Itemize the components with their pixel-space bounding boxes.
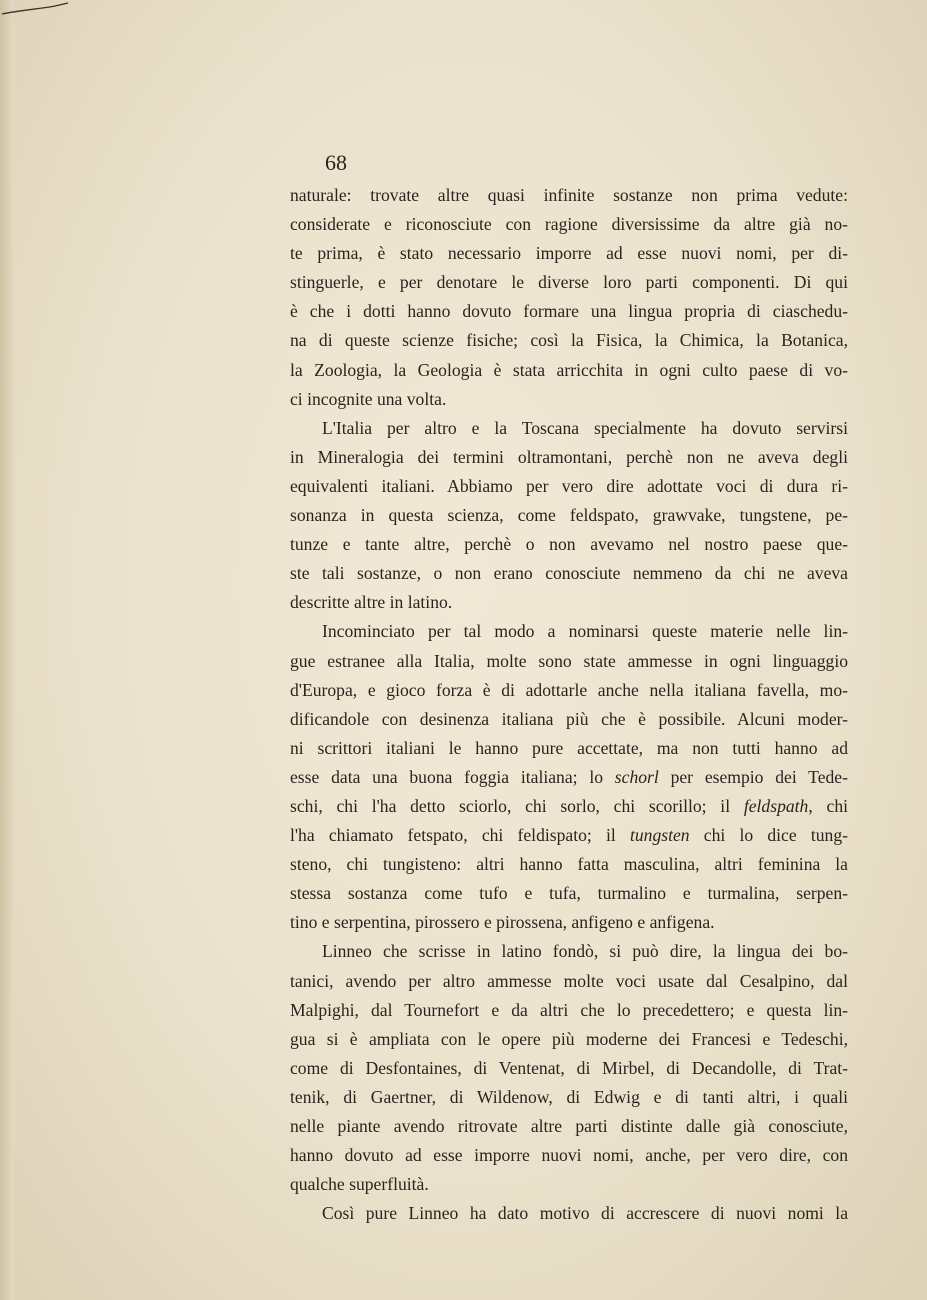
text-segment: la Zoologia, la Geologia è stata arricchita in ogni culto paese di vo- <box>290 359 848 380</box>
text-segment: qualche superfluità. <box>290 1174 429 1195</box>
page-number: 68 <box>325 150 347 175</box>
text-line <box>290 559 848 588</box>
text-segment: per esempio dei Tede- <box>658 766 848 787</box>
text-segment: d'Europa, e gioco forza è di adottarle anche nella italiana favella, mo- <box>290 679 848 700</box>
text-segment: descritte altre in latino. <box>290 592 453 613</box>
text-line <box>290 705 848 734</box>
text-segment: ci incognite una volta. <box>290 388 447 409</box>
text-line <box>290 530 848 559</box>
text-segment: naturale: trovate altre quasi infinite sostanze non prima vedute: <box>290 185 848 205</box>
text-segment: hanno dovuto ad esse imporre nuovi nomi, anche, per vero dire, con <box>290 1145 848 1166</box>
text-segment: steno, chi tungisteno: altri hanno fatta masculina, altri feminina la <box>290 854 848 875</box>
text-line <box>290 210 848 239</box>
text-line <box>290 1054 848 1083</box>
text-segment: gue estranee alla Italia, molte sono state ammesse in ogni linguaggio <box>290 650 848 671</box>
text-segment: è che i dotti hanno dovuto formare una lingua propria di ciaschedu- <box>290 301 848 322</box>
text-line <box>290 734 848 763</box>
text-segment: l'ha chiamato fetspato, chi feldispato; il <box>290 825 630 846</box>
italic-term: schorl <box>614 766 659 787</box>
text-segment: stessa sostanza come tufo e tufa, turmalino e turmalina, serpen- <box>290 883 848 904</box>
text-line <box>290 763 848 792</box>
text-line <box>290 1083 848 1112</box>
text-segment: tunze e tante altre, perchè o non avevamo nel nostro paese que- <box>290 534 848 555</box>
text-line <box>290 181 848 210</box>
text-segment: gua si è ampliata con le opere più moderne dei Francesi e Tedeschi, <box>290 1028 848 1049</box>
text-segment: come di Desfontaines, di Ventenat, di Mirbel, di Decandolle, di Trat- <box>290 1057 848 1078</box>
text-line <box>290 443 848 472</box>
text-line <box>290 268 848 297</box>
text-segment: considerate e riconosciute con ragione diversissime da altre già no- <box>290 214 848 235</box>
text-segment: sonanza in questa scienza, come feldspato, grawvake, tungstene, pe- <box>290 505 848 526</box>
italic-term: feldspath <box>743 795 809 816</box>
text-segment: , chi <box>808 795 848 816</box>
text-line <box>290 414 848 443</box>
text-line <box>290 239 848 268</box>
text-line <box>290 908 848 937</box>
text-line <box>290 356 848 385</box>
text-line <box>290 996 848 1025</box>
text-line <box>290 1199 848 1228</box>
text-line <box>290 792 848 821</box>
text-line <box>290 385 848 414</box>
text-line <box>290 821 848 850</box>
text-line <box>290 588 848 617</box>
corner-ink-mark <box>0 0 80 20</box>
text-segment: na di queste scienze fisiche; così la Fisica, la Chimica, la Botanica, <box>290 330 848 351</box>
text-segment: tenik, di Gaertner, di Wildenow, di Edwig e di tanti altri, i quali <box>290 1086 848 1107</box>
text-segment: Malpighi, dal Tournefort e da altri che lo precedettero; e questa lin- <box>290 999 848 1020</box>
text-line <box>290 937 848 966</box>
text-line <box>290 326 848 355</box>
text-segment: L'Italia per altro e la Toscana specialmente ha dovuto servirsi <box>322 417 848 438</box>
text-segment: esse data una buona foggia italiana; lo <box>290 766 615 787</box>
text-segment: Incominciato per tal modo a nominarsi queste materie nelle lin- <box>322 621 848 642</box>
text-line <box>290 1112 848 1141</box>
text-line <box>290 967 848 996</box>
text-line <box>290 297 848 326</box>
text-segment: dificandole con desinenza italiana più che è possibile. Alcuni moder- <box>290 708 848 729</box>
text-line <box>290 472 848 501</box>
italic-term: tungsten <box>629 825 690 846</box>
text-segment: schi, chi l'ha detto sciorlo, chi sorlo, chi scorillo; il <box>290 795 744 816</box>
text-segment: ni scrittori italiani le hanno pure accettate, ma non tutti hanno ad <box>290 737 848 758</box>
text-line <box>290 647 848 676</box>
text-line <box>290 617 848 646</box>
text-line <box>290 850 848 879</box>
body-text <box>290 181 848 1228</box>
text-segment: equivalenti italiani. Abbiamo per vero dire adottate voci di dura ri- <box>290 475 848 496</box>
page-binding-edge <box>0 0 14 1300</box>
text-line <box>290 676 848 705</box>
text-segment: Linneo che scrisse in latino fondò, si può dire, la lingua dei bo- <box>322 941 848 962</box>
text-segment: tanici, avendo per altro ammesse molte voci usate dal Cesalpino, dal <box>290 970 848 991</box>
text-segment: nelle piante avendo ritrovate altre parti distinte dalle già conosciute, <box>290 1116 848 1136</box>
text-segment: in Mineralogia dei termini oltramontani, perchè non ne aveva degli <box>290 446 848 467</box>
text-line <box>290 1025 848 1054</box>
text-segment: ste tali sostanze, o non erano conosciute nemmeno da chi ne aveva <box>290 563 848 584</box>
text-line <box>290 501 848 530</box>
text-segment: Così pure Linneo ha dato motivo di accrescere di nuovi nomi la <box>322 1203 848 1224</box>
text-segment: tino e serpentina, pirossero e pirossena, anfigeno e anfigena. <box>290 912 715 933</box>
text-line <box>290 1141 848 1170</box>
text-line <box>290 1170 848 1199</box>
text-line <box>290 879 848 908</box>
text-segment: te prima, è stato necessario imporre ad esse nuovi nomi, per di- <box>290 243 848 264</box>
text-segment: stinguerle, e per denotare le diverse loro parti componenti. Di qui <box>290 272 848 293</box>
text-segment: chi lo dice tung- <box>689 825 849 846</box>
